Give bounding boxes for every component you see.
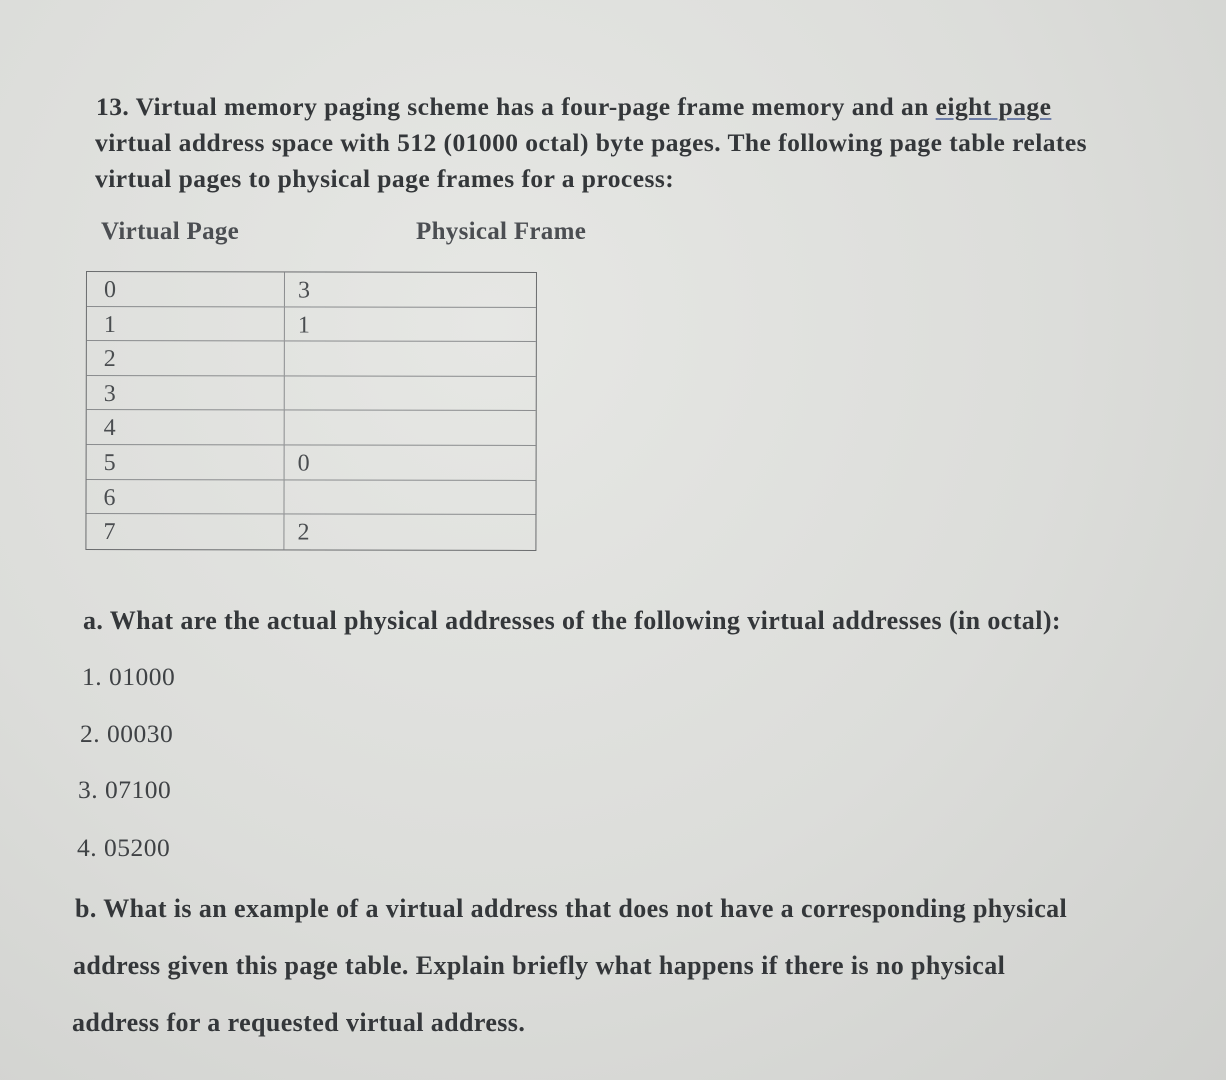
physical-frame-cell [284,480,535,514]
physical-frame-cell [285,376,536,410]
part-b-line-3: address for a requested virtual address. [72,1008,526,1037]
question-line-2: virtual address space with 512 (01000 octal) byte pages. The following page table relates [95,128,1088,157]
table-row [87,410,536,446]
table-row [87,341,536,377]
physical-frame-cell: 1 [297,312,310,339]
physical-frame-cell: 2 [297,519,310,546]
table-row [87,307,536,343]
table-row [86,480,535,516]
column-header-virtual-page: Virtual Page [101,218,240,245]
question-underlined-phrase: eight page [935,92,1052,121]
physical-frame-cell [285,411,536,445]
virtual-page-cell: 4 [87,410,285,444]
question-line-1 [96,92,1051,122]
part-a-prompt: a. What are the actual physical addresses of the following virtual addresses (in octal): [83,606,1061,635]
physical-frame-cell: 0 [297,450,310,477]
virtual-page-cell: 0 [87,272,285,306]
table-row [87,272,536,308]
virtual-page-cell: 2 [87,341,285,375]
part-b-line-1: b. What is an example of a virtual address that does not have a corresponding physical [75,894,1068,923]
part-a-item-3: 3. 07100 [78,775,172,804]
part-a-item-4: 4. 05200 [77,833,171,862]
part-a-item-1: 1. 01000 [82,662,176,691]
physical-frame-cell: 3 [297,277,310,304]
table-row [87,445,536,481]
question-line-1-text: 13. Virtual memory paging scheme has a four-page frame memory and an [96,92,936,121]
part-b-line-2: address given this page table. Explain briefly what happens if there is no physical [73,951,1006,980]
table-row [86,514,535,550]
virtual-page-cell: 7 [86,514,284,549]
virtual-page-cell: 3 [87,376,285,410]
virtual-page-cell: 1 [87,307,285,341]
column-header-physical-frame: Physical Frame [416,218,587,245]
question-line-3: virtual pages to physical page frames for a process: [95,164,675,193]
part-a-item-2: 2. 00030 [80,719,174,748]
virtual-page-cell: 6 [86,480,284,514]
physical-frame-cell [285,342,536,376]
page-table [85,271,537,551]
table-row [87,376,536,412]
virtual-page-cell: 5 [87,445,285,479]
